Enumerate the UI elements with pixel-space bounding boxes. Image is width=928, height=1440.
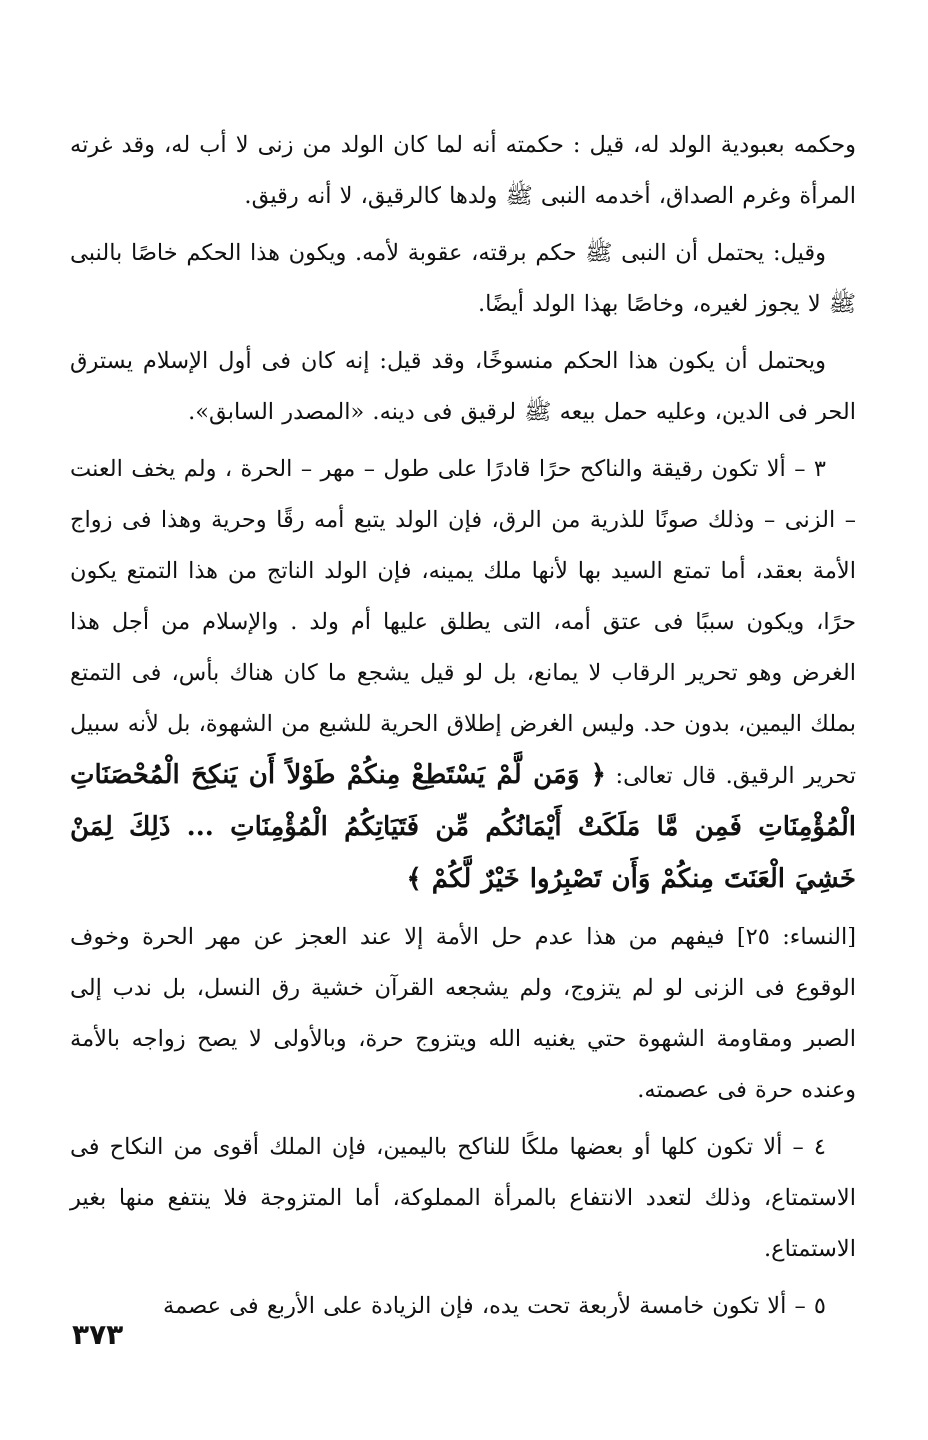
quran-verse: ﴿ وَمَن لَّمْ يَسْتَطِعْ مِنكُمْ طَوْلاً أَن يَنكِحَ الْمُحْصَنَاتِ الْمُؤْمِنَاتِ فَمِن مَّا مَلَكَتْ أَيْمَانُكُم مِّن فَتَيَاتِكُمُ الْمُؤْمِنَاتِ ... ذَلِكَ لِمَنْ خَشِيَ الْعَنَتَ مِنكُمْ وَأَن تَصْبِرُوا خَيْرٌ لَّكُمْ ﴾ (70, 760, 856, 894)
condition-3-text: ٣ – ألا تكون رقيقة والناكح حرًا قادرًا على طول – مهر – الحرة ، ولم يخف العنت – الزنى – وذلك صونًا للذرية من الرق، فإن الولد يتبع أمه رقًا وحرية وهذا فى زواج الأمة بعقد، أما تمتع السيد بها لأنها ملك يمينه، فإن الولد الناتج من هذا التمتع يكون حرًا، ويكون سببًا فى عتق أمه، التى يطلق عليها أم ولد . والإسلام من أجل هذا الغرض وهو تحرير الرقاب لا يمانع، بل لو قيل يشجع ما كان هناك بأس، فى التمتع بملك اليمين، بدون حد. وليس الغرض إطلاق الحرية للشبع من الشهوة، بل لأنه سبيل تحرير الرقيق. قال تعالى: (70, 456, 856, 789)
paragraph-qila-yahtamil: وقيل: يحتمل أن النبى ﷺ حكم برقته، عقوبة لأمه. ويكون هذا الحكم خاصًا بالنبى ﷺ لا يجوز لغيره، وخاصًا بهذا الولد أيضًا. (70, 240, 856, 317)
paragraph-condition-3 (70, 444, 856, 906)
paragraph-hukm-ubudiya: وحكمه بعبودية الولد له، قيل : حكمته أنه لما كان الولد من زنى لا أب له، وقد غرته المرأة وغرم الصداق، أخدمه النبى ﷺ ولدها كالرقيق، لا أنه رقيق. (70, 132, 856, 209)
page-number: ٣٧٣ (72, 1318, 124, 1351)
paragraph-condition-4: ٤ – ألا تكون كلها أو بعضها ملكًا للناكح باليمين، فإن الملك أقوى من النكاح فى الاستمتاع، وذلك لتعدد الانتفاع بالمرأة المملوكة، أما المتزوجة فلا ينتفع منها بغير الاستمتاع. (70, 1134, 856, 1262)
paragraph-condition-5: ٥ – ألا تكون خامسة لأربعة تحت يده، فإن الزيادة على الأربع فى عصمة (163, 1293, 826, 1319)
paragraph-mansukh: ويحتمل أن يكون هذا الحكم منسوخًا، وقد قيل: إنه كان فى أول الإسلام يسترق الحر فى الدين، وعليه حمل بيعه ﷺ لرقيق فى دينه. «المصدر السابق». (70, 348, 856, 425)
page-body (70, 120, 856, 1338)
paragraph-nisa-25: [النساء: ٢٥] فيفهم من هذا عدم حل الأمة إلا عند العجز عن مهر الحرة وخوف الوقوع فى الزنى لو لم يتزوج، ولم يشجعه القرآن خشية رق النسل، بل ندب إلى الصبر ومقاومة الشهوة حتي يغنيه الله ويتزوج حرة، وبالأولى لا يصح زواجه بالأمة وعنده حرة فى عصمته. (70, 924, 856, 1103)
